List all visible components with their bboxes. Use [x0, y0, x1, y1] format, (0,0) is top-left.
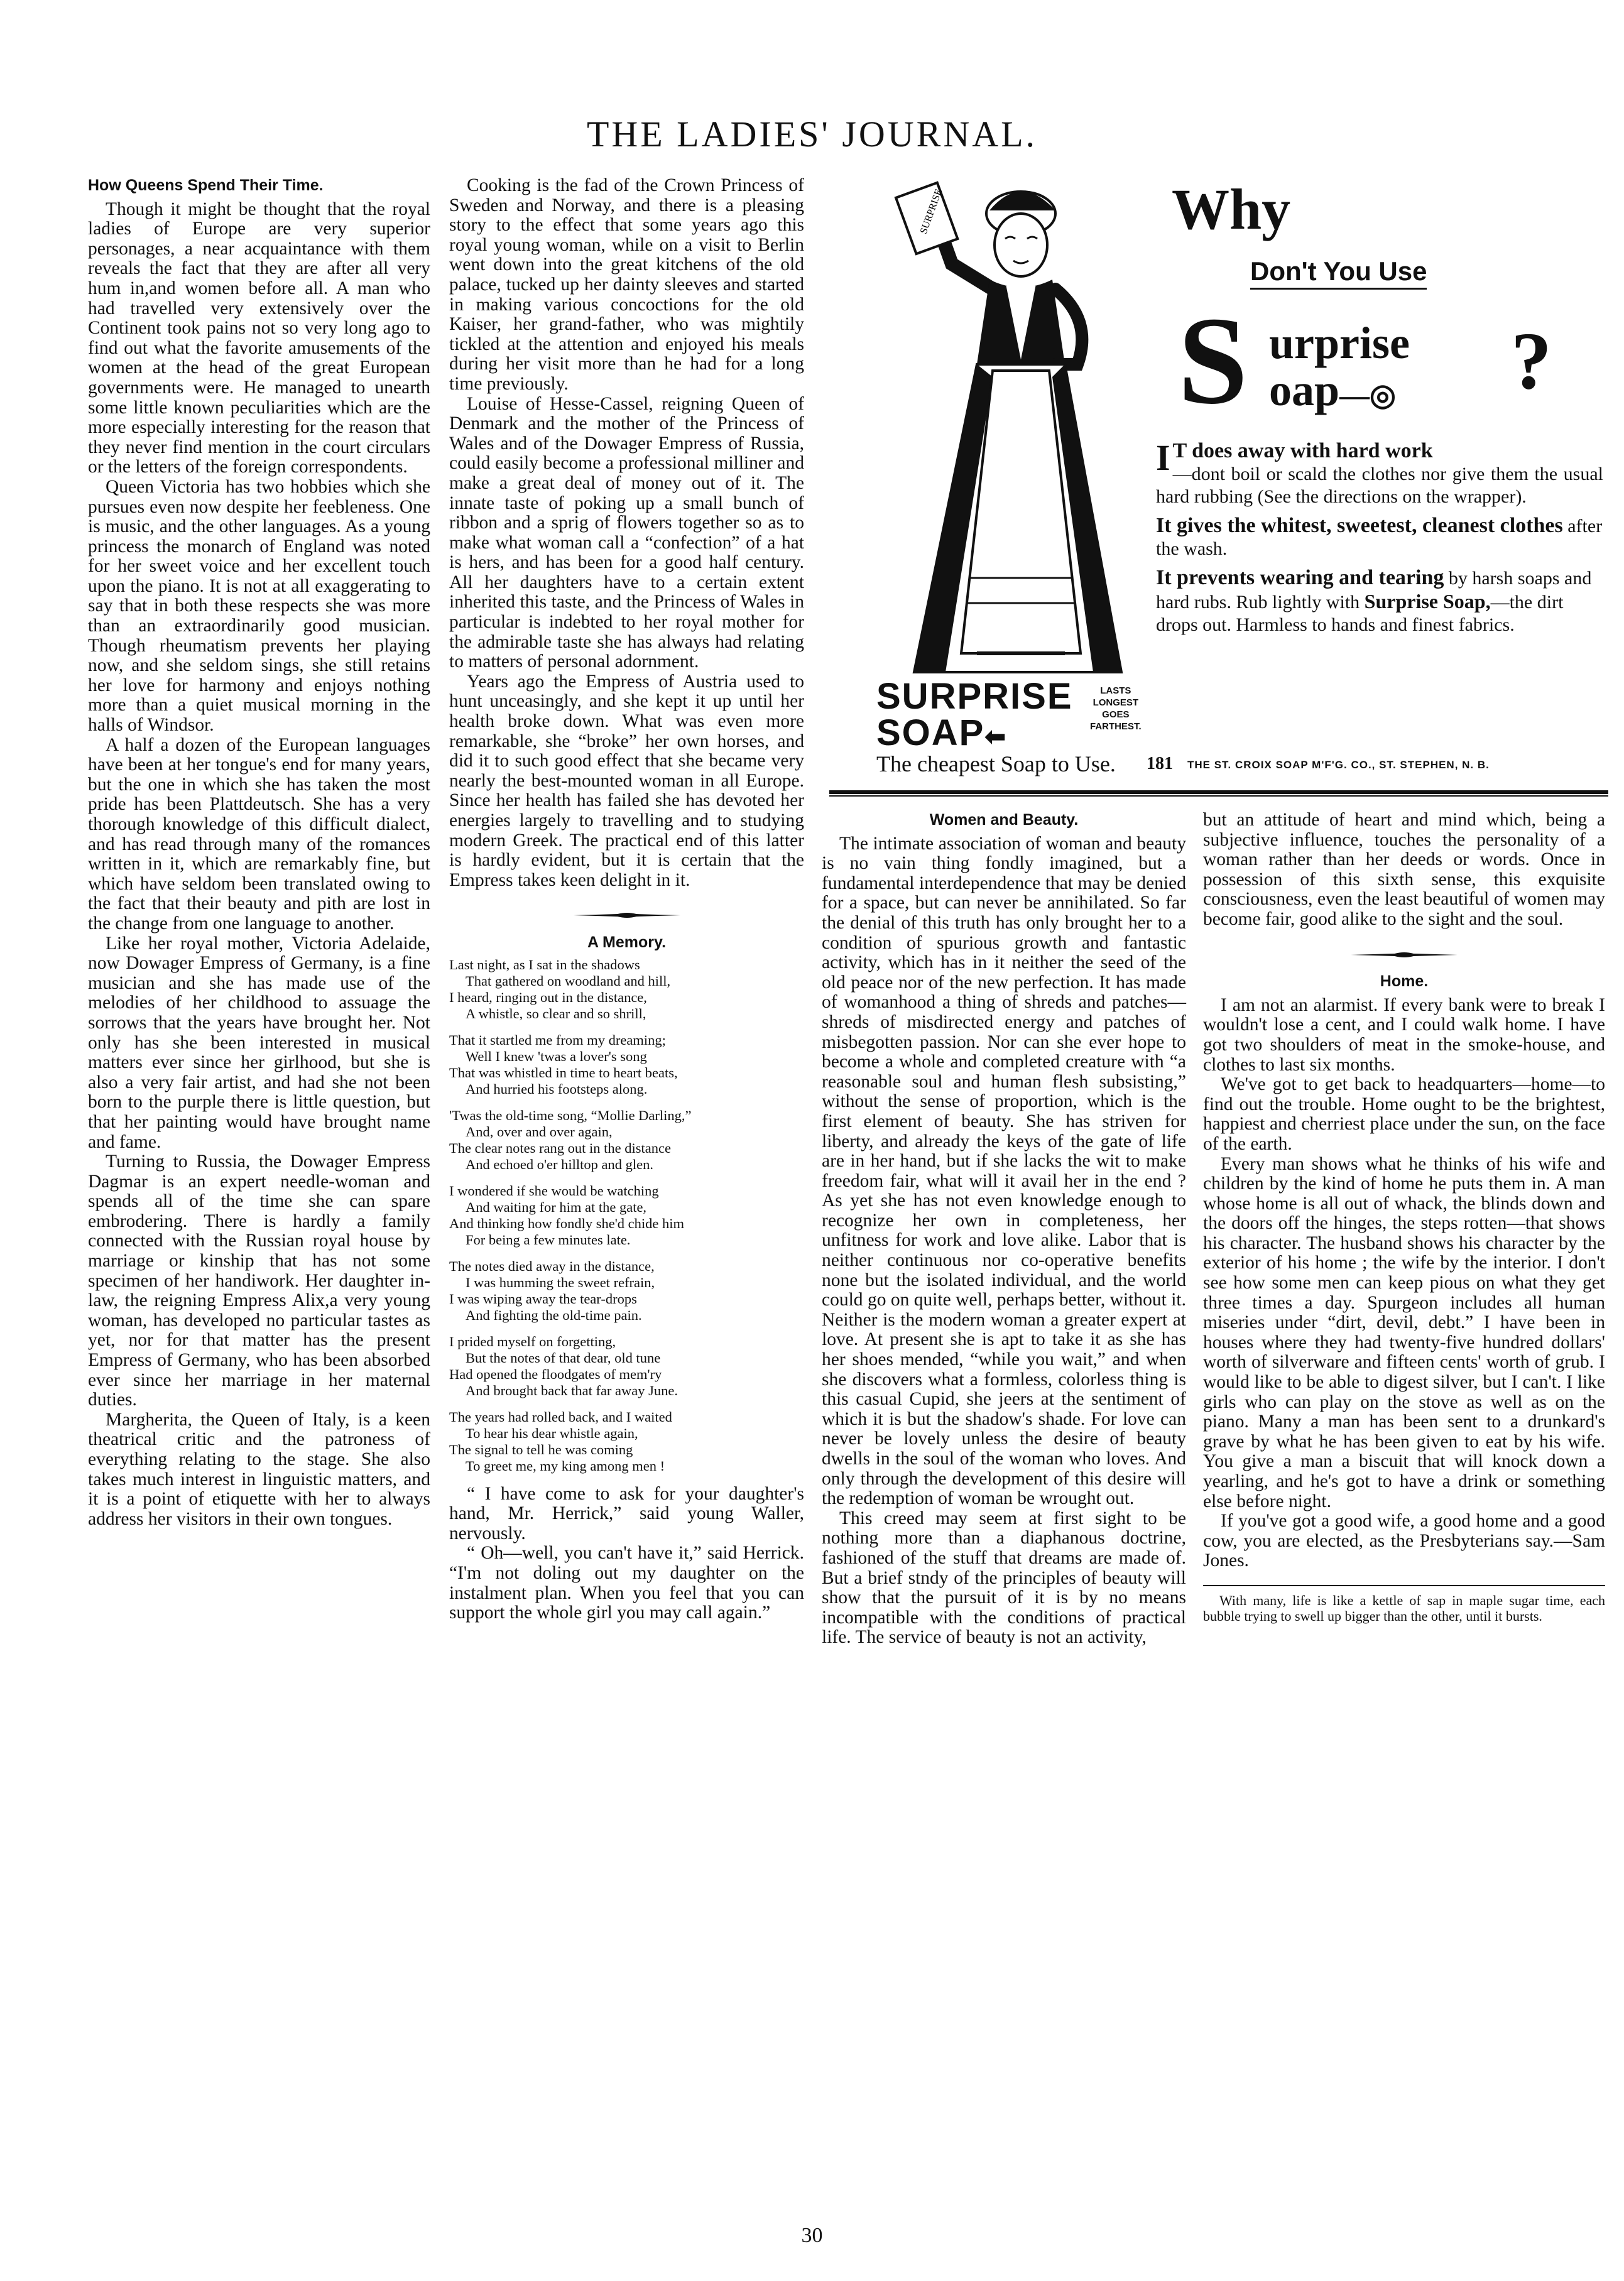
poem-line: But the notes of that dear, old tune	[466, 1349, 661, 1366]
poem-stanza	[449, 1183, 804, 1248]
poem-stanza	[449, 957, 804, 1022]
article-body-home	[1203, 996, 1605, 1571]
anecdote-paragraph: “ I have come to ask for your daughter's hand, Mr. Herrick,” said young Waller, nervously.	[449, 1483, 804, 1543]
lasts-line: FARTHEST.	[1090, 721, 1142, 732]
advert-number: 181	[1147, 754, 1173, 773]
poem-title: A Memory.	[587, 933, 667, 951]
paragraph: The intimate association of woman and beauty is no vain thing fondly imagined, but a fundamental interdependence that may be denied for a space, but can never be annihilated. So far the denial of this truth has only brought her to a condition of spurious growth and fantastic activity, which has in it neither the seed of the old peace nor of the new perfection. It has made of womanhood a thing of shreds and patches—shreds of misdirected energy and patches of misbegotten passion. Nor can she ever hope to become a whole and completed creature with “a reasonable soul and human flesh subsisting,” without the sense of proportion, which is the first element of beauty. She has striven for liberty, and already the keys of the gate of life are in her hand, but if she lacks the wit to make freedom fair, what will it avail her in the end ? As yet she has not even knowledge enough to recognize her own in completeness, her unfitness for work and love alike. Labor that is neither continuous nor co-operative benefits none but the isolated individual, and the world could go on quite well, perhaps better, without it. Neither is the modern woman a greater expert at love. At present she is apt to take it as she has her shoes mended, “while you wait,” and when she discovers what a formless, colorless thing is this casual Cupid, she jeers at the sentiment of which it is but the shadow's shade. For love can never be lovely unless the desire of beauty dwells in the soul of the woman who loves. And only through the development of this desire will the redemption of woman be wrought out.	[822, 833, 1186, 1509]
paragraph: We've got to get back to headquarters—home—to find out the trouble. Home ought to be the brightest, happiest and cherriest place under the sun, on the face of the earth.	[1203, 1074, 1605, 1154]
advert-line-2: —dont boil or scald the clothes nor give them the usual hard rubbing (See the directions on the wrapper).	[1156, 464, 1603, 507]
poem-a-memory	[449, 957, 804, 1474]
advert-line-4-rest: by harsh soaps and hard rubs. Rub lightly with	[1156, 568, 1592, 612]
advert-oap	[1269, 364, 1396, 416]
poem-line: The years had rolled back, and I waited	[449, 1408, 672, 1425]
advert-s-letter: S	[1178, 291, 1248, 430]
article-body-fads	[449, 176, 804, 890]
poem-stanza	[449, 1409, 804, 1474]
anecdote-paragraph: “ Oh—well, you can't have it,” said Herrick. “I'm not doling out my daughter on the instalment plan. When you feel that you can support the whole girl you may call again.”	[449, 1543, 804, 1623]
poem-line: The notes died away in the distance,	[449, 1258, 655, 1274]
lasts-line: LASTS	[1100, 685, 1131, 696]
poem-line: That gathered on woodland and hill,	[466, 972, 671, 989]
poem-line: I was humming the sweet refrain,	[466, 1274, 655, 1290]
paragraph: Like her royal mother, Victoria Adelaide, now Dowager Empress of Germany, is a fine musician and she has made use of the melodies of her childhood to assuage the sorrows that the years have brought her. Not only has she been interested in musical matters ever since her girlhood, but she is also a very fair artist, and had she not been born to the purple there is little question, but that her painting would have brought name and fame.	[88, 933, 430, 1152]
advert-dropcap: I	[1156, 437, 1170, 478]
ornament-divider	[449, 904, 804, 924]
article-heading-queens: How Queens Spend Their Time.	[88, 177, 324, 194]
paragraph: If you've got a good wife, a good home and a good cow, you are elected, as the Presbyterians say.—Sam Jones.	[1203, 1511, 1605, 1571]
poem-line: For being a few minutes late.	[466, 1231, 631, 1248]
paragraph: This creed may seem at first sight to be nothing more than a diaphanous doctrine, fashioned of the stuff that dreams are made of. But a brief stndy of the principles of beauty will show that the pursuit of it is by no means incompatible with the conditions of practical life. The service of beauty is not an activity,	[822, 1508, 1186, 1648]
column-home	[1203, 810, 1605, 1624]
article-body-queens	[88, 200, 430, 1530]
advert-question-mark: ?	[1511, 316, 1552, 406]
brand-line-2-text: SOAP	[876, 712, 985, 753]
poem-line: And hurried his footsteps along.	[466, 1081, 648, 1097]
svg-text:SURPRISE: SURPRISE	[918, 187, 945, 236]
advert-oap-text: oap	[1269, 365, 1340, 415]
advert-brand	[876, 678, 1073, 755]
advert-line-4-bold: It prevents wearing and tearing	[1156, 566, 1444, 589]
paragraph: Though it might be thought that the royal ladies of Europe are very superior personages, a near acquaintance with them reveals the fact that they are after all very hum in,and women before all. A man who had travelled very extensively over the Continent took pains not so very long ago to find out what the favorite amusements of the women at the head of the great European governments were. He managed to unearth some little known peculiarities which are the more especially interesting for the reason that they never find mention in the court circulars or the letters of the foreign correspondents.	[88, 199, 430, 477]
laundress-illustration-icon	[876, 176, 1147, 678]
anecdote-herrick	[449, 1484, 804, 1623]
paragraph: Years ago the Empress of Austria used to hunt unceasingly, and she kept it up until her health broke down. What was even more remarkable, she “broke” her own horses, and did it to such good effect that she became very nearly the best-mounted woman in all Europe. Since her health has failed she has devoted her energies largely to travelling and to studying modern Greek. The practical end of this latter is hardly evident, but it is certain that the Empress takes keen delight in it.	[449, 671, 804, 890]
article-body-women	[822, 834, 1186, 1648]
advert-line-4-end: —the dirt drops out. Harmless to hands and finest fabrics.	[1156, 592, 1564, 635]
poem-line: Last night, as I sat in the shadows	[449, 956, 640, 972]
advert-urprise: urprise	[1269, 318, 1410, 368]
brand-line-2	[876, 712, 1073, 755]
paragraph: Turning to Russia, the Dowager Empress Dagmar is an expert needle-woman and spends all of the time she can spare embrodering. There is hardly a family connected with the Russian royal house by marriage or kinship that has not some specimen of her handiwork. Her daughter in-law, the reigning Empress Alix,a very young woman, has developed no particular tastes as yet, nor for that matter has the present Empress of Germany, who has been absorbed ever since her marriage in her maternal duties.	[88, 1151, 430, 1410]
poem-line: The clear notes rang out in the distance	[449, 1140, 671, 1156]
poem-line: And waiting for him at the gate,	[466, 1199, 647, 1215]
advert-line-3-bold: It gives the whitest, sweetest, cleanest clothes	[1156, 514, 1563, 537]
lasts-line: LONGEST	[1093, 697, 1139, 708]
advert-line-4	[1156, 567, 1603, 636]
poem-line: A whistle, so clear and so shrill,	[466, 1005, 646, 1021]
poem-line: I prided myself on forgetting,	[449, 1333, 616, 1349]
paragraph: Margherita, the Queen of Italy, is a keen theatrical critic and the patroness of everything relating to the stage. She also takes much interest in linguistic matters, and it is a point of etiquette with her to always address her visitors in their own tongues.	[88, 1409, 430, 1529]
poem-line: And, over and over again,	[466, 1123, 613, 1140]
poem-line: I heard, ringing out in the distance,	[449, 989, 647, 1005]
poem-line: And brought back that far away June.	[466, 1382, 678, 1398]
advert-line-4-brand: Surprise Soap,	[1364, 590, 1491, 612]
advert-line-3-rest: after the wash.	[1156, 516, 1603, 559]
paragraph: Every man shows what he thinks of his wife and children by the kind of home he puts them in. A man whose home is all out of whack, the blinds down and the doors off the hinges, the steps rotten—that shows his character. The husband shows his character by the exterior of his home ; the wife by the interior. I don't see how some men can keep pious on what they get three times a day. Spurgeon includes all human miseries under “dirt, devil, debt.” I have been in houses where they had twenty-five hundred dollars' worth of silverware and fifteen cents' worth of grub. I would like to be able to digest silver, but I can't. I like girls who can play on the stove as well as on the piano. Many a man has been sent to a drunkard's grave by what he has been given to eat by his wife. You give a man a biscuit that will knock down a yearling, and he's got to have a drink or something else before night.	[1203, 1153, 1605, 1511]
poem-line: Had opened the floodgates of mem'ry	[449, 1366, 662, 1382]
article-heading-women: Women and Beauty.	[929, 811, 1079, 829]
paragraph: Cooking is the fad of the Crown Princess of Sweden and Norway, and there is a pleasing story to the effect that some years ago this royal young woman, while on a visit to Berlin went down into the great kitchens of the old palace, tucked up her dainty sleeves and started in making various concoctions for the old Kaiser, her grand-father, who was mightily tickled at the attention and enjoyed his meals during her visit more than he had for a long time previously.	[449, 175, 804, 394]
advert-lasts-longest	[1090, 685, 1142, 732]
poem-line: And echoed o'er hilltop and glen.	[466, 1156, 653, 1172]
poem-line: I wondered if she would be watching	[449, 1182, 659, 1199]
poem-line: To greet me, my king among men !	[466, 1457, 665, 1474]
column-two	[449, 176, 804, 1623]
advert-line-1-bold: T does away with hard work	[1172, 439, 1433, 462]
paragraph: A half a dozen of the European languages have been at her tongue's end for many years, but the one in which she has taken the most pride has been Plattdeutsch. She has a very thorough knowledge of this difficult dialect, and has read through many of the romances written in it, which are remarkably fine, but which have seldom been translated owing to the fact that their beauty and pith are lost in the change from one language to another.	[88, 734, 430, 934]
advert-company: THE ST. CROIX SOAP M'F'G. CO., ST. STEPHEN, N. B.	[1187, 759, 1490, 771]
poem-stanza	[449, 1258, 804, 1324]
poem-line: That was whistled in time to heart beats,	[449, 1064, 678, 1081]
poem-stanza	[449, 1032, 804, 1097]
advert-line-1	[1156, 437, 1603, 508]
column-women-beauty	[822, 810, 1186, 1648]
women-beauty-continuation: but an attitude of heart and mind which, being a subjective influence, touches the personality of a woman rather than her deeds or words. Once in possession of this sixth sense, this exquisite consciousness, even the least beautiful of women may become fair, good alike to the sight and the soul.	[1203, 810, 1605, 929]
poem-line: 'Twas the old-time song, “Mollie Darling,”	[449, 1107, 692, 1123]
ornament-divider-home	[1203, 944, 1605, 964]
poem-line: And fighting the old-time pain.	[466, 1307, 642, 1323]
advert-why: Why	[1172, 177, 1291, 241]
advert-cheapest: The cheapest Soap to Use.	[876, 751, 1116, 776]
surprise-soap-advert	[839, 176, 1606, 779]
poem-stanza	[449, 1334, 804, 1399]
brand-line-1: SURPRISE	[876, 676, 1073, 717]
advert-dont-you-use: Don't You Use	[1250, 256, 1427, 290]
poem-line: To hear his dear whistle again,	[466, 1425, 638, 1441]
section-rule	[829, 790, 1608, 794]
article-heading-home: Home.	[1380, 972, 1429, 991]
paragraph: I am not an alarmist. If every bank were to break I wouldn't lose a cent, and I could walk home. I have got two shoulders of meat in the smoke-house, and clothes to last six months.	[1203, 994, 1605, 1075]
poem-line: And thinking how fondly she'd chide him	[449, 1215, 685, 1231]
footnote-kettle: With many, life is like a kettle of sap in maple sugar time, each bubble trying to swell up bigger than the other, until it bursts.	[1203, 1585, 1605, 1624]
column-queens	[88, 176, 430, 1529]
swirl-icon: —◎	[1339, 379, 1396, 412]
poem-line: Well I knew 'twas a lover's song	[466, 1048, 647, 1064]
arrow-icon: ⬅︎	[984, 723, 1007, 751]
paragraph: Queen Victoria has two hobbies which she pursues even now despite her feebleness. One is music, and the other languages. As a young princess the monarch of England was noted for her sweet voice and her excellent touch upon the piano. It is not at all exaggerating to say that in both these respects she was more than an extraordinarily good musician. Though rheumatism prevents her playing now, and she seldom sings, she still retains her love for harmony and enjoys nothing more than a quiet musical morning in the halls of Windsor.	[88, 476, 430, 736]
advert-body	[1156, 437, 1603, 636]
poem-stanza	[449, 1108, 804, 1173]
poem-line: I was wiping away the tear-drops	[449, 1290, 637, 1307]
page-number: 30	[801, 2224, 823, 2247]
advert-line-3	[1156, 514, 1603, 560]
section-rule-thin	[829, 795, 1608, 797]
poem-line: That it startled me from my dreaming;	[449, 1032, 666, 1048]
poem-line: The signal to tell he was coming	[449, 1441, 633, 1457]
paragraph: Louise of Hesse-Cassel, reigning Queen of Denmark and the mother of the Princess of Wales and of the Dowager Empress of Russia, could easily become a professional milliner and make a great deal of money out of it. The innate taste of poking up a small bunch of ribbon and a sprig of flowers together so as to make what woman call a “confection” of a hat is hers, and has been for a good half century. All her daughters have to a certain extent inherited this taste, and the Princess of Wales in particular is indebted to her royal mother for the admirable taste she has always had relating to matters of personal adornment.	[449, 393, 804, 672]
masthead: THE LADIES' JOURNAL.	[586, 114, 1038, 155]
lasts-line: GOES	[1102, 709, 1130, 720]
